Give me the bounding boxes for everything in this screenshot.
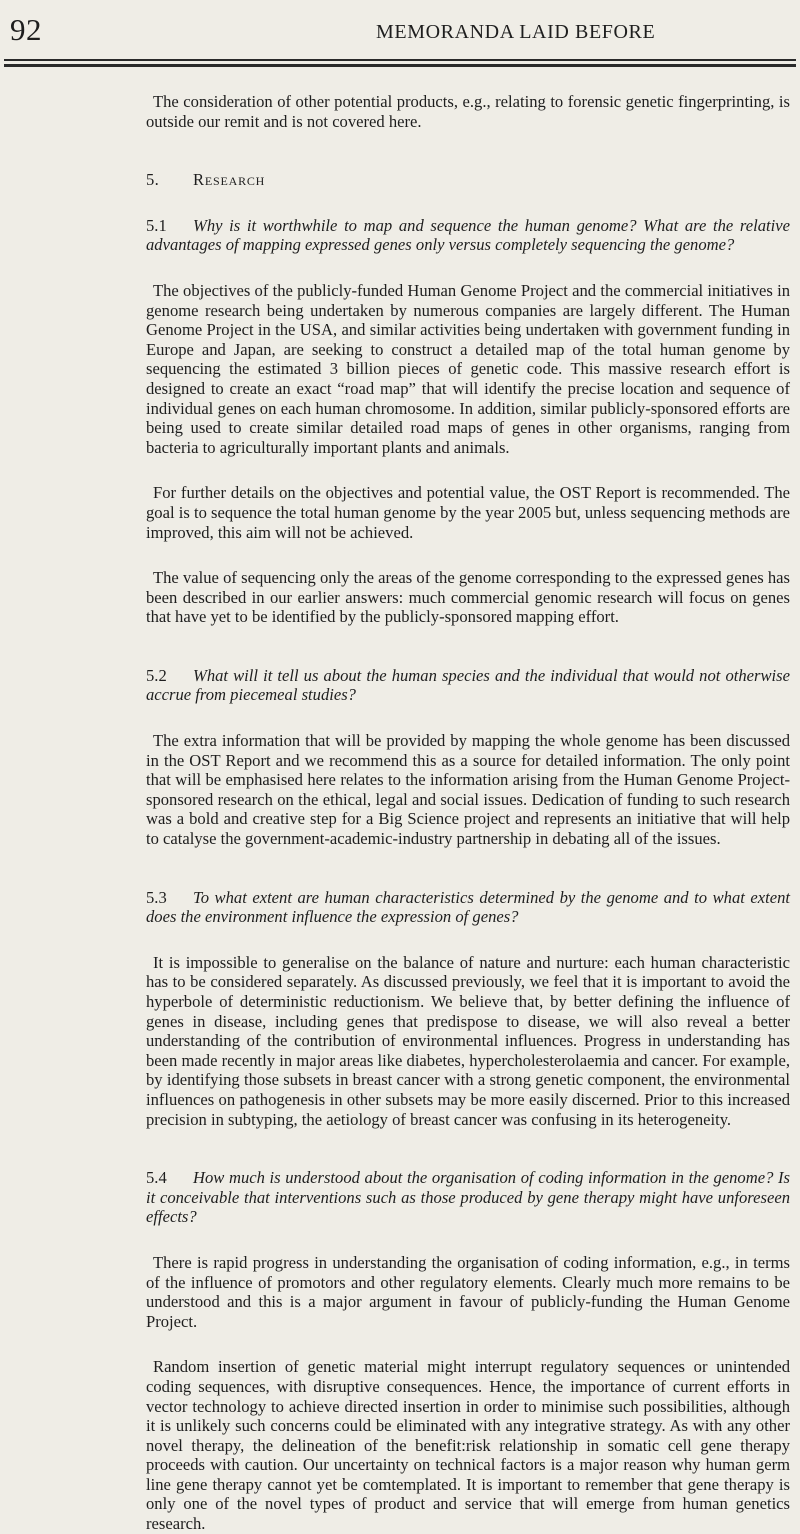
question-5-2	[146, 666, 790, 705]
header-rule	[4, 59, 796, 61]
paragraph: It is impossible to generalise on the balance of nature and nurture: each human characteristic has to be considered separately. As discussed previously, we feel that it is important to avoid the hyperbole of deterministic reductionism. We believe that, by better defining the influence of genes in disease, including genes that predispose to disease, we will also reveal a better understanding of the contribution of environmental influences. Progress in understanding has been made recently in major areas like diabetes, hypercholesterolaemia and cancer. For example, by identifying those subsets in breast cancer with a strong genetic component, the environmental influences on pathogenesis in other subsets may be more easily discerned. Prior to this increased precision in subtyping, the aetiology of breast cancer was confusing in its heterogeneity.	[146, 952, 790, 1129]
question-5-1	[146, 216, 790, 255]
question-number: 5.4	[146, 1168, 167, 1188]
paragraph: Random insertion of genetic material might interrupt regulatory sequences or unintended coding sequences, with disruptive consequences. Hence, the importance of current efforts in vector technology to achieve directed insertion in order to minimise such possibilities, although it is unlikely such concerns could be eliminated with any integrative strategy. As with any other novel therapy, the delineation of the benefit:risk relationship in somatic cell gene therapy proceeds with caution. Our uncertainty on technical factors is a major reason why human germ line gene therapy cannot yet be comtemplated. It is important to remember that gene therapy is only one of the novel types of product and service that will emerge from human genetics research.	[146, 1357, 790, 1534]
paragraph: For further details on the objectives and potential value, the OST Report is recommended. The goal is to sequence the total human genome by the year 2005 but, unless sequencing methods are improved, this aim will not be achieved.	[146, 483, 790, 542]
question-5-3	[146, 888, 790, 927]
question-text: How much is understood about the organisation of coding information in the genome? Is it conceivable that interventions such as those produced by gene therapy might have unforeseen effects?	[146, 1168, 790, 1227]
paragraph: The extra information that will be provided by mapping the whole genome has been discussed in the OST Report and we recommend this as a source for detailed information. The only point that will be emphasised here relates to the information arising from the Human Genome Project-sponsored research on the ethical, legal and social issues. Dedication of funding to such research was a bold and creative step for a Big Science project and represents an initiative that will help to catalyse the government-academic-industry partnership in debating all of the issues.	[146, 731, 790, 849]
question-5-4	[146, 1168, 790, 1227]
question-text: To what extent are human characteristics determined by the genome and to what extent does the environment influence the expression of genes?	[146, 887, 790, 927]
question-text: What will it tell us about the human species and the individual that would not otherwise accrue from piecemeal studies?	[146, 665, 790, 705]
page-header	[0, 0, 800, 80]
section-heading	[146, 170, 790, 190]
question-number: 5.3	[146, 887, 167, 907]
intro-paragraph: The consideration of other potential products, e.g., relating to forensic genetic fingerprinting, is outside our remit and is not covered here.	[146, 92, 790, 131]
running-head: MEMORANDA LAID BEFORE	[376, 21, 656, 43]
section-number: 5.	[146, 170, 160, 190]
document-body	[146, 92, 790, 1534]
question-number: 5.1	[146, 215, 167, 235]
page-number: 92	[10, 12, 42, 47]
paragraph: The objectives of the publicly-funded Human Genome Project and the commercial initiatives in genome research being undertaken by numerous companies are largely different. The Human Genome Project in the USA, and similar activities being undertaken with government funding in Europe and Japan, are seeking to construct a detailed map of the total human genome by sequencing the estimated 3 billion pieces of genetic code. This massive research effort is designed to create an exact “road map” that will identify the precise location and sequence of individual genes on each human chromosome. In addition, similar publicly-sponsored efforts are being used to create similar detailed road maps of genes in other organisms, ranging from bacteria to agriculturally important plants and animals.	[146, 280, 790, 457]
paragraph: The value of sequencing only the areas of the genome corresponding to the expressed genes has been described in our earlier answers: much commercial genomic research will focus on genes that have yet to be identified by the publicly-sponsored mapping effort.	[146, 568, 790, 627]
paragraph: There is rapid progress in understanding the organisation of coding information, e.g., in terms of the influence of promotors and other regulatory elements. Clearly much more remains to be understood and this is a major argument in favour of publicly-funding the Human Genome Project.	[146, 1252, 790, 1331]
section-title: Research	[193, 170, 266, 190]
question-text: Why is it worthwhile to map and sequence the human genome? What are the relative advantages of mapping expressed genes only versus completely sequencing the genome?	[146, 215, 790, 255]
question-number: 5.2	[146, 665, 167, 685]
header-rule-thick	[4, 64, 796, 67]
